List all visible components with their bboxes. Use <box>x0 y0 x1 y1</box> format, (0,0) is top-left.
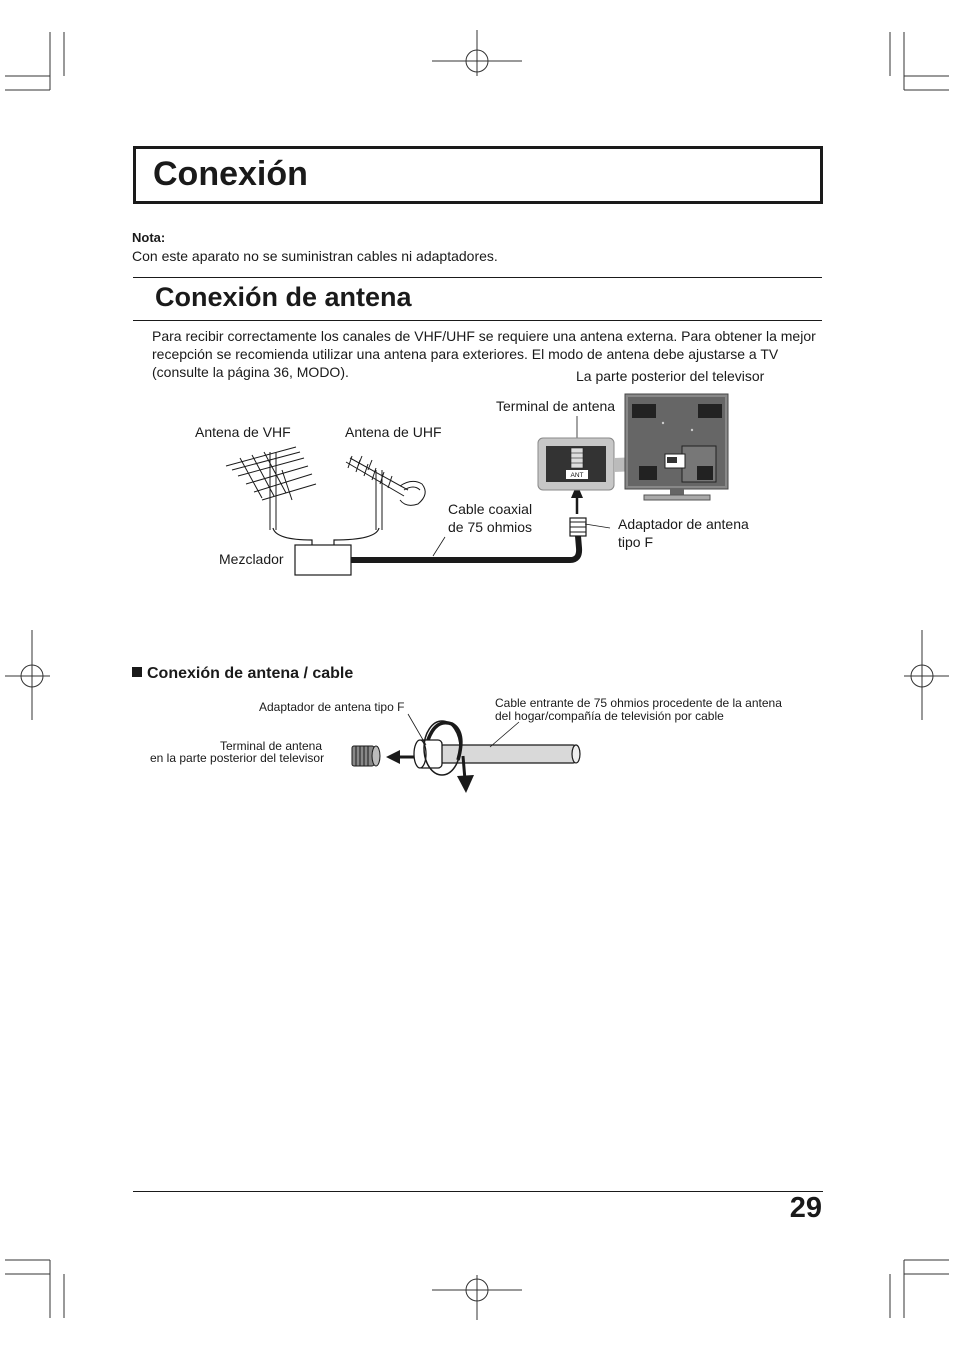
terminal-label: Terminal de antena <box>496 398 616 414</box>
section-heading: Conexión de antena <box>155 282 412 312</box>
tv-rear-label: La parte posterior del televisor <box>576 368 765 384</box>
note-text: Con este aparato no se suministran cables ni adaptadores. <box>132 248 498 264</box>
vhf-label: Antena de VHF <box>195 424 291 440</box>
footer-rule <box>133 1191 823 1192</box>
page-title: Conexión <box>153 155 308 193</box>
adapter-label-line1: Adaptador de antena <box>618 516 749 532</box>
coax-label-line2: de 75 ohmios <box>448 519 533 535</box>
terminal-tv-label-line2: en la parte posterior del televisor <box>150 751 325 765</box>
adapter-label-line2: tipo F <box>618 534 654 550</box>
subsection-heading-text: Conexión de antena / cable <box>147 665 354 682</box>
note-heading: Nota: <box>132 230 166 245</box>
ant-label: ANT <box>570 472 584 479</box>
cable-label-line2: del hogar/compañía de televisión por cable <box>495 709 724 723</box>
cable-label-line1: Cable entrante de 75 ohmios procedente de la antena <box>495 696 782 710</box>
intro-paragraph: Para recibir correctamente los canales de VHF/UHF se requiere una antena externa. Para obtener la mejor recepción se recomienda utilizar una antena para exteriores. El modo de antena debe ajustarse a TV (consulte la página 36, MODO). <box>152 328 816 380</box>
terminal-tv-label-line1: Terminal de antena <box>219 739 323 753</box>
tv-terminal-drawing <box>352 746 380 766</box>
page-number: 29 <box>789 1192 822 1224</box>
uhf-label: Antena de UHF <box>345 424 442 440</box>
mixer-label: Mezclador <box>219 551 284 567</box>
coax-label-line1: Cable coaxial <box>448 501 533 517</box>
adapter-cable-label: Adaptador de antena tipo F <box>259 700 405 714</box>
